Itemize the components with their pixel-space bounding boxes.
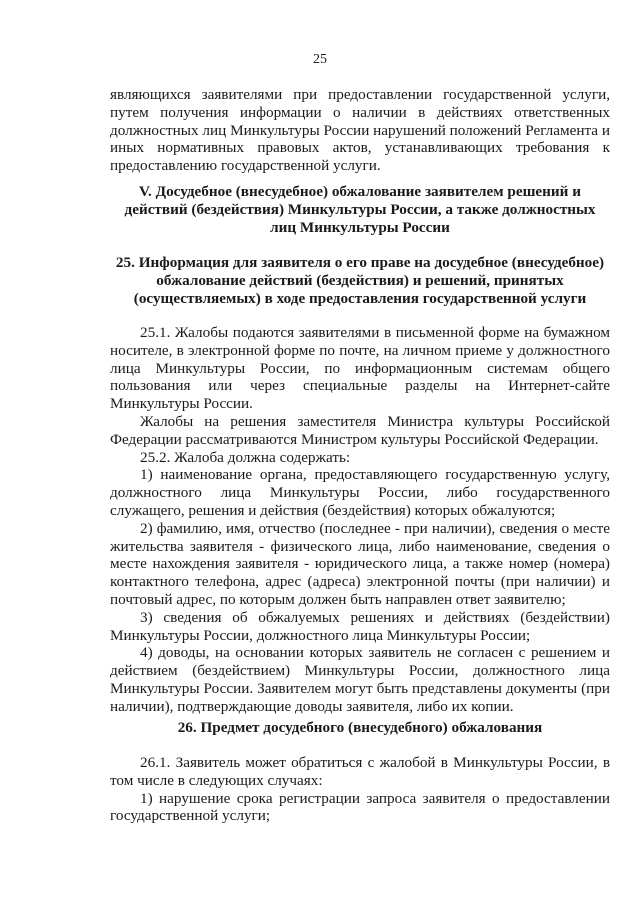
subsection-26-title: 26. Предмет досудебного (внесудебного) обжалования [177,719,543,736]
subsection-25-body [110,324,610,716]
paragraph-26-1: 26.1. Заявитель может обратиться с жалобой в Минкультуры России, в том числе в следующих случаях: [110,754,610,789]
list-item: 1) наименование органа, предоставляющего государственную услугу, должностного лица Минкультуры России, либо государственного служащего, решения и действия (бездействия) которых обжалуются; [110,466,610,519]
list-item: 4) доводы, на основании которых заявитель не согласен с решением и действием (бездействием) Минкультуры России, должностного лица Минкультуры России. Заявителем могут быть представлены документы (при наличии), подтверждающие доводы заявителя, либо их копии. [110,644,610,715]
list-item: 2) фамилию, имя, отчество (последнее - при наличии), сведения о месте жительства заявителя - физического лица, либо наименование, сведения о месте нахождения заявителя - юридического лица, а также номер (номера) контактного телефона, адрес (адреса) электронной почты (при наличии) и почтовый адрес, по которым должен быть направлен ответ заявителю; [110,519,610,608]
intro-paragraph-block [110,86,610,175]
page-number: 25 [313,52,327,67]
section-title: V. Досудебное (внесудебное) обжалование заявителем решений и действий (бездействия) Минкультуры России, а также должностных лиц Минкультуры России [124,183,596,236]
paragraph-25-1: 25.1. Жалобы подаются заявителями в письменной форме на бумажном носителе, в электронной форме по почте, на личном приеме у должностного лица Минкультуры России, по информационным системам общего пользования или через специальные разделы на Интернет-сайте Минкультуры России. [110,324,610,413]
list-item: 3) сведения об обжалуемых решениях и действиях (бездействии) Минкультуры России, должностного лица Минкультуры России; [110,608,610,644]
intro-paragraph: являющихся заявителями при предоставлении государственной услуги, путем получения информации о наличии в действиях ответственных должностных лиц Минкультуры России нарушений положений Регламента и иных нормативных правовых актов, устанавливающих требования к предоставлению государственной услуги. [110,86,610,175]
list-item: 1) нарушение срока регистрации запроса заявителя о предоставлении государственной услуги; [110,789,610,825]
paragraph-25-1-note: Жалобы на решения заместителя Министра культуры Российской Федерации рассматриваются Министром культуры Российской Федерации. [110,412,610,448]
paragraph-25-2: 25.2. Жалоба должна содержать: [140,448,351,466]
subsection-25-title: 25. Информация для заявителя о его праве на досудебное (внесудебное) обжалование действий (бездействия) и решений, принятых (осуществляемых) в ходе предоставления государственной услуги [115,254,605,307]
subsection-26-body [110,754,610,825]
